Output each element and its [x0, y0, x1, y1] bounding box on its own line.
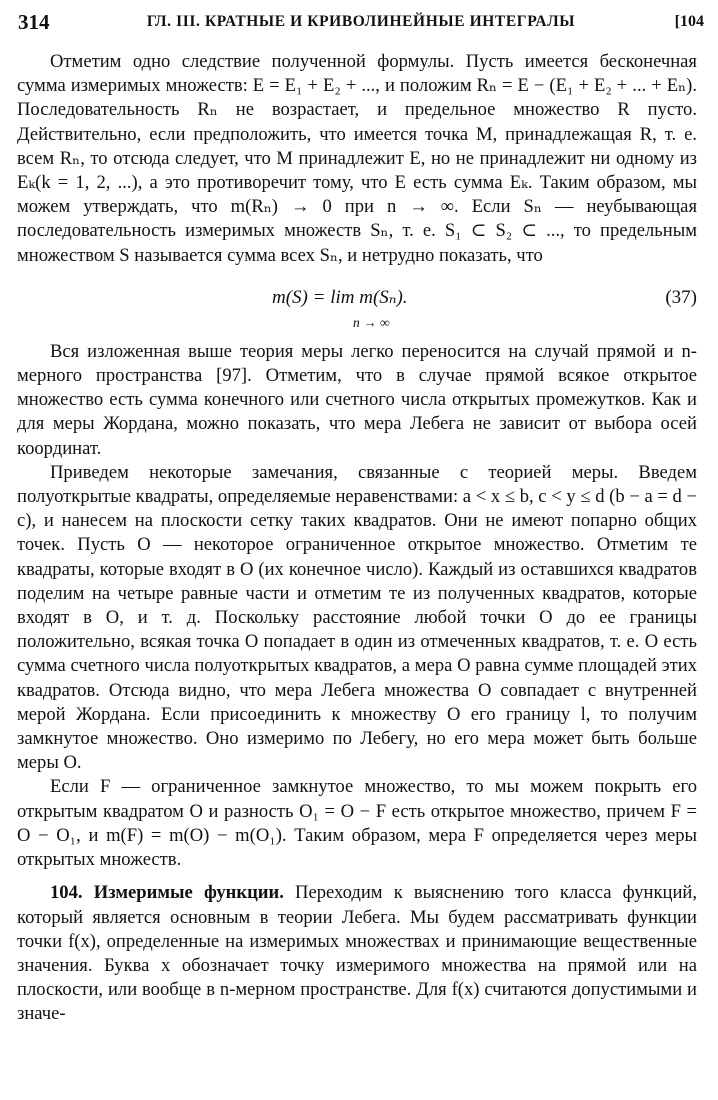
paragraph-closed-set: Если F — ограниченное замкнутое множество, то мы можем покрыть его открытым квадратом O и разность O₁ = O − F есть открытое множество, причем F = O − O₁, и m(F) = m(O) − m(O₁). Таким образом, мера F определяется через меры открытых множеств. [17, 776, 697, 871]
formula-limit-subscript: n → ∞ [353, 314, 390, 330]
running-header [18, 10, 704, 36]
formula-37 [17, 270, 697, 332]
section-text: Переходим к выяснению того класса функций, который является основным в теории Лебега. Мы будем рассматривать функции точки f(x), определенные на измеримых множествах и принимающие вещественные значения. Буква x обозначает точку измеримого множества на прямой или на плоскости, или вообще в n-мерном пространстве. Для f(x) считаются допустимыми и значе- [17, 882, 698, 1025]
equation-number: (37) [665, 286, 697, 308]
paragraph-corollary: Отметим одно следствие полученной формулы. Пусть имеется бесконечная сумма измеримых множеств: E = E₁ + E₂ + ..., и положим Rₙ = E − (E₁ + E₂ + ... + Eₙ). Последовательность Rₙ не возрастает, и предельное множество R пусто. Действительно, если предположить, что имеется точка M, принадлежащая R, т. е. всем Rₙ, то отсюда следует, что M принадлежит E, но не принадлежит ни одному из Eₖ(k = 1, 2, ...), а это противоречит тому, что E есть сумма Eₖ. Таким образом, мы можем утверждать, что m(Rₙ) → 0 при n → ∞. Если Sₙ — неубывающая последовательность измеримых множеств Sₙ, т. е. S₁ ⊂ S₂ ⊂ ..., то предельным множеством S называется сумма всех Sₙ, и нетрудно показать, что [17, 51, 697, 266]
page-number: 314 [18, 10, 50, 34]
formula-expression: m(S) = lim m(Sₙ). [272, 286, 408, 308]
chapter-title: ГЛ. III. КРАТНЫЕ И КРИВОЛИНЕЙНЫЕ ИНТЕГРАЛЫ [146, 13, 576, 30]
paragraph-squares: Приведем некоторые замечания, связанные с теорией меры. Введем полуоткрытые квадраты, определяемые неравенствами: a < x ≤ b, c < y ≤ d (b − a = d − c), и нанесем на плоскости сетку таких квадратов. Они не имеют попарно общих точек. Пусть O — некоторое ограниченное открытое множество. Отметим те квадраты, которые входят в O (их конечное число). Каждый из оставшихся квадратов поделим на четыре равные части и отметим те из полученных квадратов, которые входят в O, и т. д. Поскольку расстояние любой точки O до ее границы положительно, всякая точка O попадает в один из отмеченных квадратов, т. е. O есть сумма счетного числа полуоткрытых квадратов, а мера O равна сумме площадей этих квадратов. Отсюда видно, что мера Лебега множества O совпадает с внутренней мерой Жордана. Если присоединить к множеству O его границу l, то получим замкнутое множество. Оно измеримо по Лебегу, но его мера может быть больше меры O. [17, 461, 697, 774]
section-title: 104. Измеримые функции. [50, 882, 284, 904]
paragraph-measure-theory: Вся изложенная выше теория меры легко переносится на случай прямой и n-мерного пространства [97]. Отметим, что в случае прямой всякое открытое множество есть сумма конечного или счетного числа открытых промежутков. Как и для меры Жордана, можно показать, что мера Лебега не зависит от выбора осей координат. [17, 340, 697, 459]
paragraph-measurable-functions [17, 881, 697, 1026]
page-body [17, 50, 697, 1027]
section-marker: [104 [674, 13, 704, 30]
